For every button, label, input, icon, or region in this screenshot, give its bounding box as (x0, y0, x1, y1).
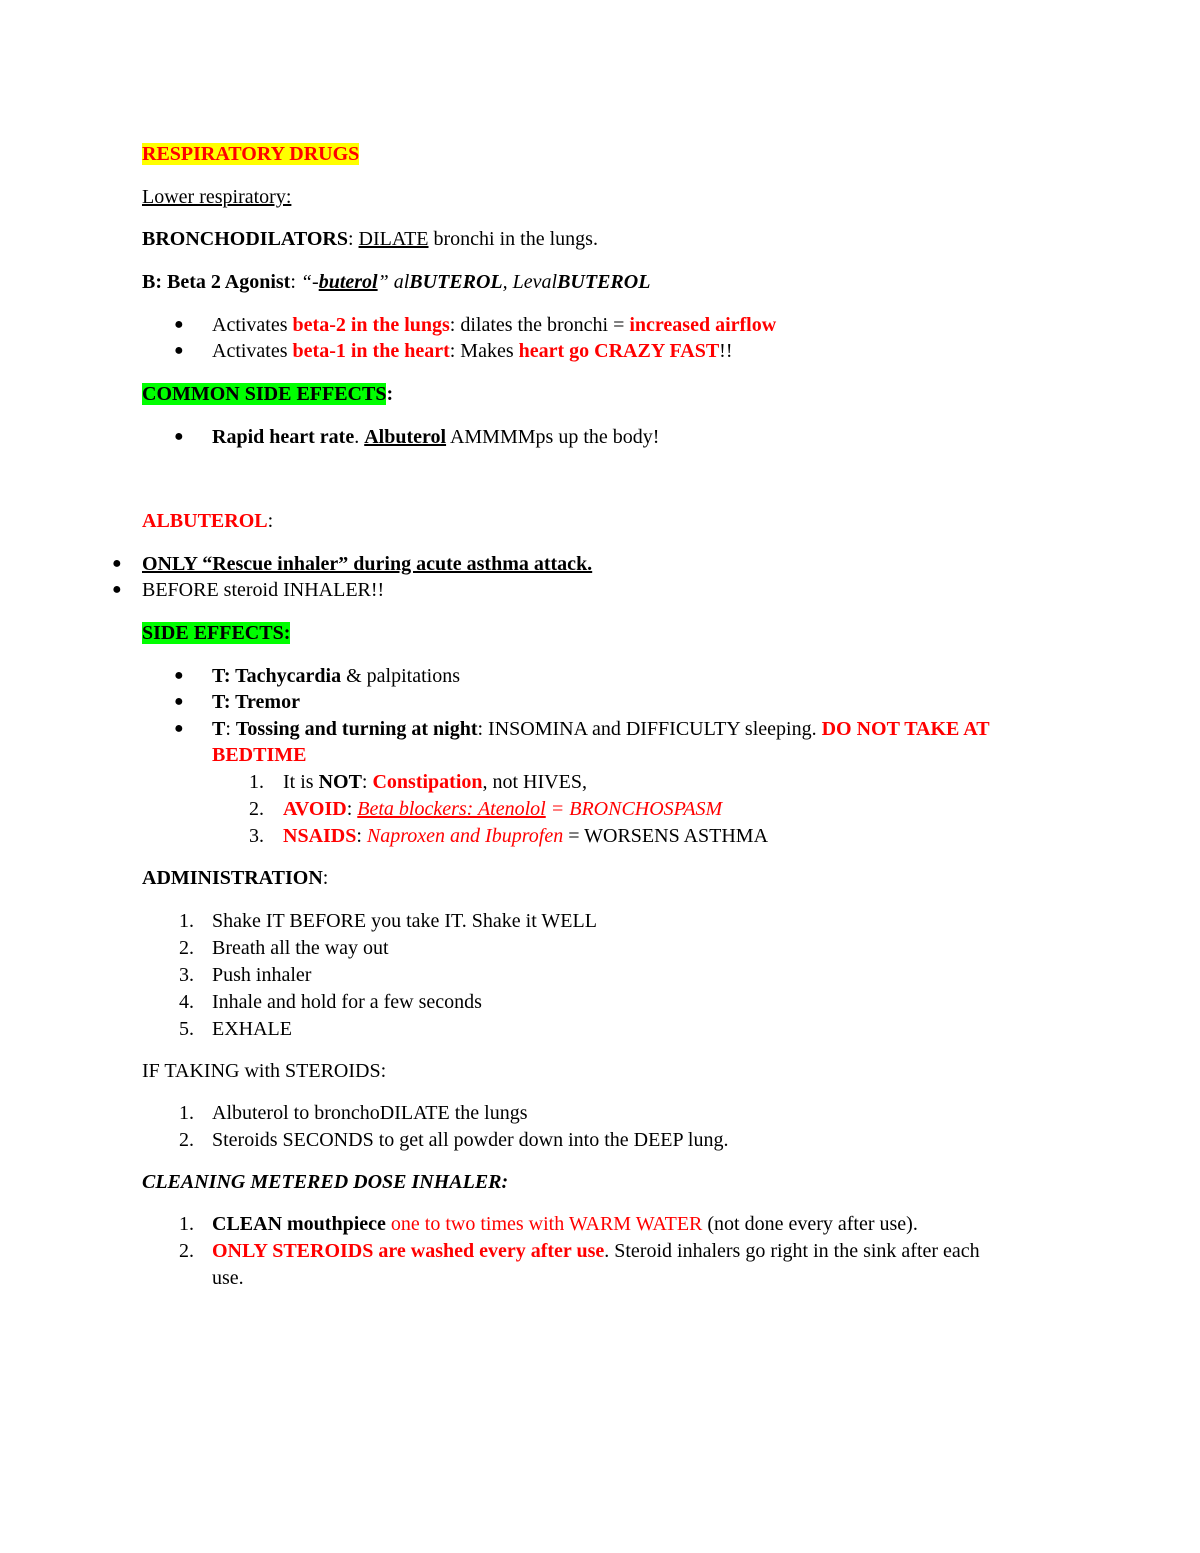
list-item: Activates beta-1 in the heart: Makes heart go CRAZY FAST!! (212, 340, 733, 362)
list-item: ONLY “Rescue inhaler” during acute asthma attack. (142, 553, 593, 575)
list-item: It is NOT: Constipation, not HIVES, (283, 771, 587, 793)
albuterol-heading: ALBUTEROL: (142, 510, 274, 532)
cleaning-heading: CLEANING METERED DOSE INHALER: (142, 1171, 509, 1193)
list-item: ONLY STEROIDS are washed every after use. Steroid inhalers go right in the sink after each (212, 1240, 980, 1262)
bullet-icon: ● (174, 428, 184, 445)
bullet-icon: ● (112, 581, 122, 598)
bronchodilators-line: BRONCHODILATORS: DILATE bronchi in the lungs. (142, 228, 598, 250)
bullet-icon: ● (112, 555, 122, 572)
bullet-icon: ● (174, 720, 184, 737)
list-item: NSAIDS: Naproxen and Ibuprofen = WORSENS ASTHMA (283, 825, 769, 847)
beta-agonist-line: B: Beta 2 Agonist: “-buterol” alBUTEROL, LevalBUTEROL (142, 271, 651, 293)
list-number: 2. (179, 937, 194, 959)
list-item: EXHALE (212, 1018, 292, 1040)
list-number: 1. (179, 1213, 194, 1235)
bullet-icon: ● (174, 342, 184, 359)
list-item: Shake IT BEFORE you take IT. Shake it WELL (212, 910, 597, 932)
bullet-icon: ● (174, 667, 184, 684)
list-item: AVOID: Beta blockers: Atenolol = BRONCHOSPASM (283, 798, 723, 820)
list-item: BEFORE steroid INHALER!! (142, 579, 385, 601)
list-number: 1. (249, 771, 264, 793)
list-item-continuation: use. (212, 1267, 244, 1289)
list-item: T: Tachycardia & palpitations (212, 665, 460, 687)
list-item: Activates beta-2 in the lungs: dilates the bronchi = increased airflow (212, 314, 777, 336)
list-number: 5. (179, 1018, 194, 1040)
list-item: Breath all the way out (212, 937, 389, 959)
list-number: 1. (179, 910, 194, 932)
side-effects-heading: SIDE EFFECTS: (142, 622, 291, 644)
list-number: 3. (179, 964, 194, 986)
list-number: 1. (179, 1102, 194, 1124)
list-item: T: Tossing and turning at night: INSOMINA and DIFFICULTY sleeping. DO NOT TAKE AT (212, 718, 990, 740)
list-number: 4. (179, 991, 194, 1013)
list-number: 2. (179, 1240, 194, 1262)
bullet-icon: ● (174, 316, 184, 333)
bullet-icon: ● (174, 693, 184, 710)
list-item-continuation: BEDTIME (212, 744, 307, 766)
administration-heading: ADMINISTRATION: (142, 867, 329, 889)
list-number: 2. (249, 798, 264, 820)
common-side-effects-heading: COMMON SIDE EFFECTS: (142, 383, 394, 405)
list-item: Rapid heart rate. Albuterol AMMMMps up the body! (212, 426, 660, 448)
list-item: T: Tremor (212, 691, 300, 713)
list-item: Push inhaler (212, 964, 312, 986)
lower-respiratory-heading: Lower respiratory: (142, 186, 292, 208)
list-item: CLEAN mouthpiece one to two times with WARM WATER (not done every after use). (212, 1213, 918, 1235)
list-item: Inhale and hold for a few seconds (212, 991, 482, 1013)
page-title: RESPIRATORY DRUGS (142, 143, 360, 165)
steroids-heading: IF TAKING with STEROIDS: (142, 1060, 387, 1082)
list-number: 3. (249, 825, 264, 847)
list-item: Albuterol to bronchoDILATE the lungs (212, 1102, 528, 1124)
list-item: Steroids SECONDS to get all powder down into the DEEP lung. (212, 1129, 729, 1151)
list-number: 2. (179, 1129, 194, 1151)
